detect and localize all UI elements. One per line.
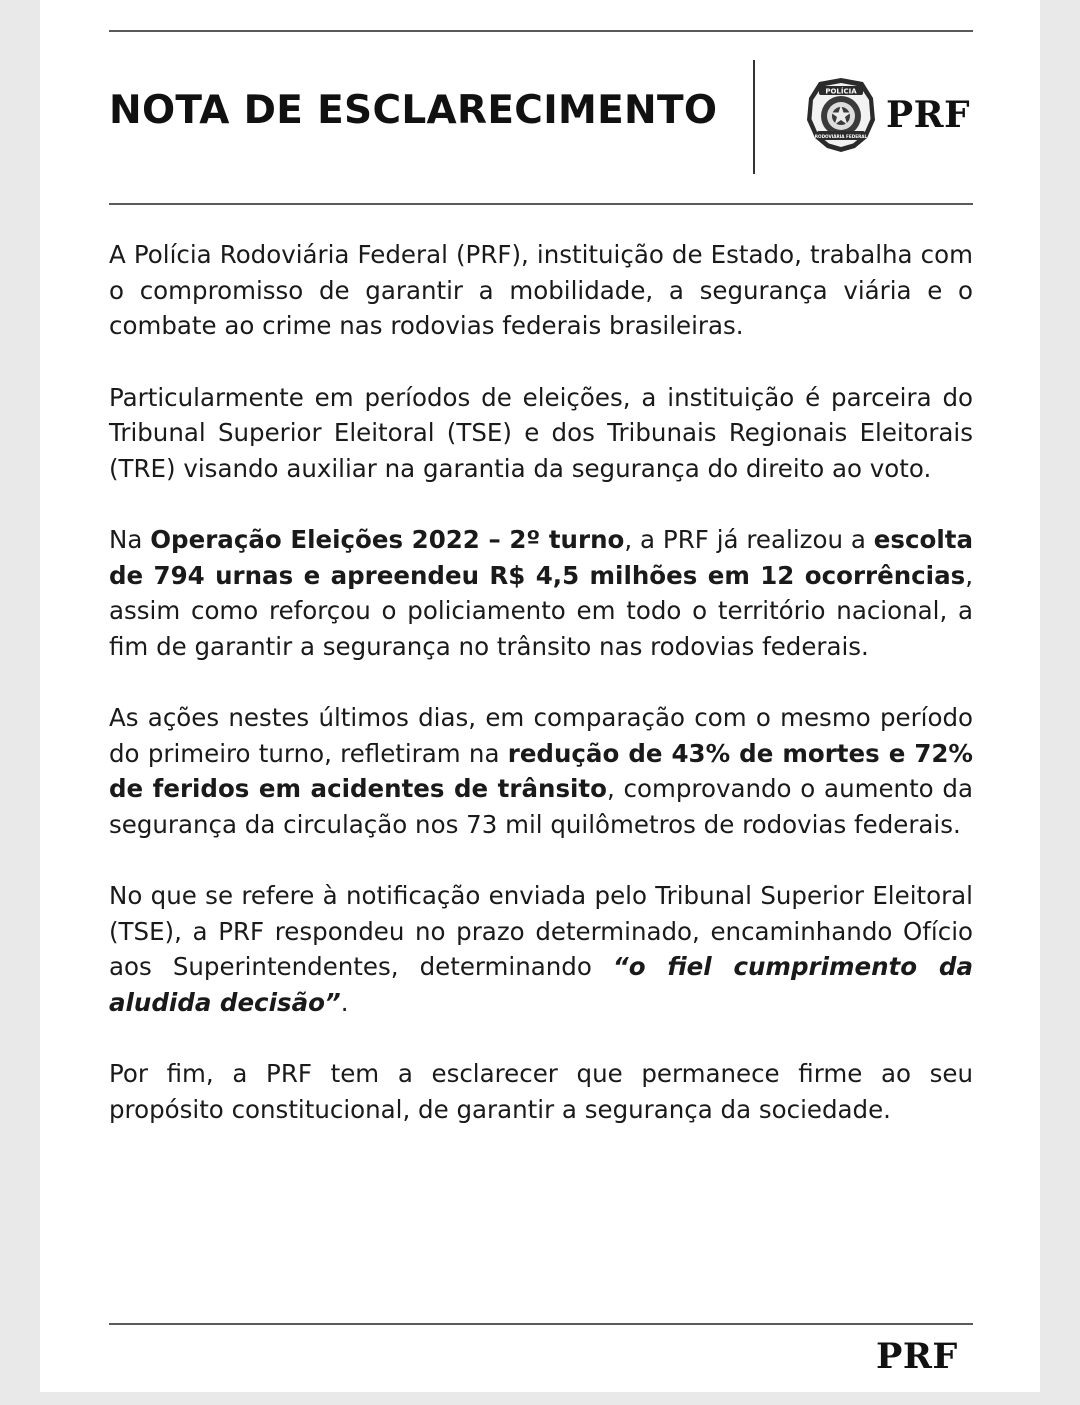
paragraph-elections-partnership: Particularmente em períodos de eleições, a instituição é parceira do Tribunal Superior Eleitoral (TSE) e dos Tribunais Regionais Eleitorais (TRE) visando auxiliar na garantia da segurança do direito ao voto.: [109, 382, 973, 483]
paragraph-tse-notification: No que se refere à notificação enviada pelo Tribunal Superior Eleitoral (TSE), a PRF respondeu no prazo determinado, encaminhando Ofício aos Superintendentes, determinando “o fiel cumprimento da aludida decisão”.: [109, 881, 973, 1017]
top-divider: [109, 30, 973, 32]
footer-brand-logo: PRF: [876, 1336, 958, 1377]
footer-divider: [109, 1323, 973, 1325]
header-vertical-divider: [753, 60, 755, 174]
operation-name-highlight: Operação Eleições 2022 – 2º turno: [150, 525, 625, 554]
document-body: [109, 237, 973, 1163]
document-title: NOTA DE ESCLARECIMENTO: [109, 88, 718, 133]
header-brand-logo: PRF: [886, 94, 971, 136]
paragraph-operation-results: Na Operação Eleições 2022 – 2º turno, a PRF já realizou a escolta de 794 urnas e apreendeu R$ 4,5 milhões em 12 ocorrências, assim como reforçou o policiamento em todo o território nacional, a fim de garantir a segurança no trânsito nas rodovias federais.: [109, 525, 973, 661]
reduction-highlight: redução de 43% de mortes e 72% de feridos em acidentes de trânsito: [109, 738, 973, 803]
badge-top-text: POLÍCIA: [825, 87, 857, 96]
document-page: [40, 0, 1040, 1392]
badge-bottom-text: RODOVIÁRIA FEDERAL: [814, 134, 868, 139]
prf-police-badge-icon: [805, 76, 877, 154]
paragraph-closing: Por fim, a PRF tem a esclarecer que permanece firme ao seu propósito constitucional, de garantir a segurança da sociedade.: [109, 1059, 973, 1124]
paragraph-intro: A Polícia Rodoviária Federal (PRF), instituição de Estado, trabalha com o compromisso de garantir a mobilidade, a segurança viária e o combate ao crime nas rodovias federais brasileiras.: [109, 240, 973, 340]
paragraph-accident-reduction: As ações nestes últimos dias, em comparação com o mesmo período do primeiro turno, refletiram na redução de 43% de mortes e 72% de feridos em acidentes de trânsito, comprovando o aumento da segurança da circulação nos 73 mil quilômetros de rodovias federais.: [109, 703, 973, 839]
decision-quote-highlight: “o fiel cumprimento da aludida decisão”: [109, 952, 973, 1017]
seizure-highlight: escolta de 794 urnas e apreendeu R$ 4,5 milhões em 12 ocorrências: [109, 525, 973, 590]
header-bottom-divider: [109, 203, 973, 205]
